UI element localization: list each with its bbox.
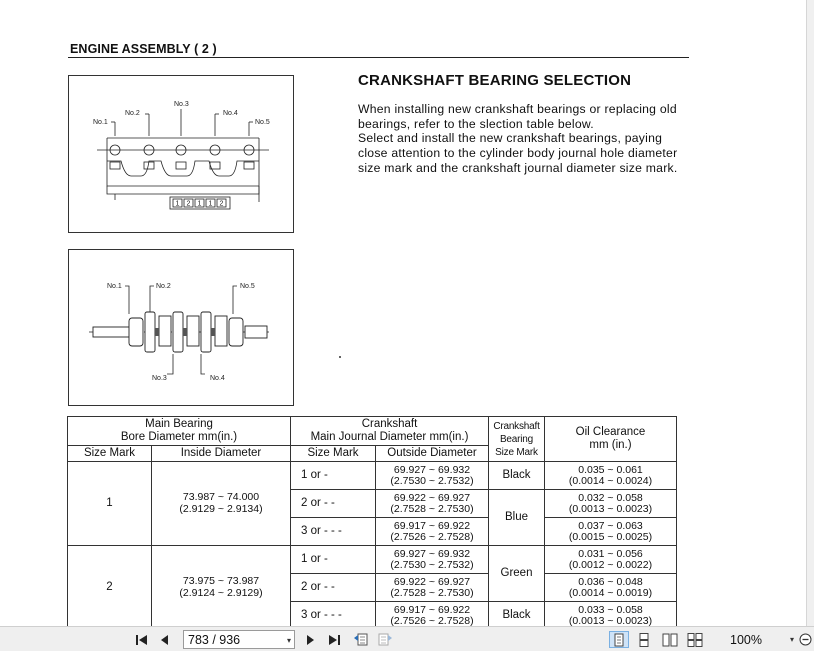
bearing-color-cell: Black (489, 462, 545, 490)
oil-clearance-cell: 0.032 ~ 0.058 (0.0013 ~ 0.0023) (545, 490, 677, 518)
table-row (68, 546, 677, 574)
page-heading: CRANKSHAFT BEARING SELECTION (358, 72, 632, 89)
header-outside-diameter: Outside Diameter (376, 446, 489, 462)
journal-mark-cell: 3 or - - - (291, 518, 376, 546)
prev-page-icon[interactable] (158, 631, 172, 648)
zoom-out-icon[interactable] (797, 631, 813, 648)
journal-od-cell: 69.922 ~ 69.927 (2.7528 ~ 2.7530) (376, 574, 489, 602)
journal-mark-cell: 2 or - - (291, 490, 376, 518)
bore-mark-cell: 2 (68, 546, 152, 627)
oil-clearance-cell: 0.035 ~ 0.061 (0.0014 ~ 0.0024) (545, 462, 677, 490)
bearing-selection-table (67, 416, 677, 626)
single-page-icon[interactable] (609, 631, 629, 648)
journal-od-cell: 69.922 ~ 69.927 (2.7528 ~ 2.7530) (376, 490, 489, 518)
fig2-label-no5: No.5 (240, 283, 255, 290)
fig1-mark-2: 2 (186, 200, 191, 208)
fig1-mark-4: 1 (208, 200, 213, 208)
fig1-label-no1: No.1 (93, 119, 108, 126)
fig1-mark-3: 1 (197, 200, 202, 208)
journal-od-cell: 69.927 ~ 69.932 (2.7530 ~ 2.7532) (376, 462, 489, 490)
journal-mark-cell: 1 or - (291, 462, 376, 490)
oil-clearance-cell: 0.031 ~ 0.056 (0.0012 ~ 0.0022) (545, 546, 677, 574)
oil-clearance-cell: 0.033 ~ 0.058 (0.0013 ~ 0.0023) (545, 602, 677, 627)
intro-paragraph-2: Select and install the new crankshaft bearings, paying close attention to the cylinder body journal hole diameter size mark and the crankshaft journal diameter size mark. (358, 131, 678, 175)
oil-clearance-cell: 0.036 ~ 0.048 (0.0014 ~ 0.0019) (545, 574, 677, 602)
page-number-field[interactable] (183, 630, 295, 649)
bore-mark-cell: 1 (68, 462, 152, 546)
fig2-label-no3: No.3 (152, 375, 167, 382)
bearing-color-cell: Black (489, 602, 545, 627)
journal-mark-cell: 2 or - - (291, 574, 376, 602)
page-indicator: 783 / 936 (188, 632, 241, 647)
fig1-mark-1: 1 (175, 200, 180, 208)
header-bearing-size-mark: Crankshaft Bearing Size Mark (489, 417, 545, 462)
header-size-mark-2: Size Mark (291, 446, 376, 462)
table-row (68, 462, 677, 490)
continuous-facing-icon[interactable] (684, 631, 706, 648)
title-rule (68, 57, 689, 58)
journal-od-cell: 69.917 ~ 69.922 (2.7526 ~ 2.7528) (376, 518, 489, 546)
fig2-label-no2: No.2 (156, 283, 171, 290)
zoom-value: 100% (730, 632, 762, 647)
next-page-icon[interactable] (303, 631, 317, 648)
zoom-select[interactable] (722, 631, 798, 648)
bore-diameter-cell: 73.987 ~ 74.000 (2.9129 ~ 2.9134) (152, 462, 291, 546)
journal-od-cell: 69.917 ~ 69.922 (2.7526 ~ 2.7528) (376, 602, 489, 627)
fig2-label-no1: No.1 (107, 283, 122, 290)
header-oil-clearance: Oil Clearance mm (in.) (545, 417, 677, 462)
fig1-label-no3: No.3 (174, 101, 189, 108)
fig1-label-no2: No.2 (125, 110, 140, 117)
fig2-label-no4: No.4 (210, 375, 225, 382)
fig1-label-no4: No.4 (223, 110, 238, 117)
fig1-label-no5: No.5 (255, 119, 270, 126)
journal-od-cell: 69.927 ~ 69.932 (2.7530 ~ 2.7532) (376, 546, 489, 574)
oil-clearance-cell: 0.037 ~ 0.063 (0.0015 ~ 0.0025) (545, 518, 677, 546)
bore-diameter-cell: 73.975 ~ 73.987 (2.9124 ~ 2.9129) (152, 546, 291, 627)
bearing-color-cell: Green (489, 546, 545, 602)
crankshaft-figure (68, 249, 294, 406)
back-view-icon[interactable] (352, 631, 370, 648)
stray-dot (339, 356, 341, 358)
intro-paragraph (358, 102, 692, 176)
bearing-color-cell: Blue (489, 490, 545, 546)
header-main-bearing: Main Bearing Bore Diameter mm(in.) (68, 417, 291, 446)
vertical-scrollbar[interactable] (806, 0, 814, 626)
cylinder-block-figure (68, 75, 294, 233)
forward-view-icon[interactable] (376, 631, 394, 648)
header-crankshaft: Crankshaft Main Journal Diameter mm(in.) (291, 417, 489, 446)
fig1-mark-5: 2 (219, 200, 224, 208)
journal-mark-cell: 3 or - - - (291, 602, 376, 627)
viewer-toolbar (0, 626, 814, 651)
page-dropdown-icon[interactable]: ▾ (286, 636, 291, 645)
crankshaft-drawing (69, 250, 295, 407)
facing-icon[interactable] (659, 631, 681, 648)
section-title: ENGINE ASSEMBLY ( 2 ) (70, 42, 217, 56)
cylinder-block-drawing (69, 76, 295, 234)
header-inside-diameter: Inside Diameter (152, 446, 291, 462)
continuous-icon[interactable] (634, 631, 654, 648)
journal-mark-cell: 1 or - (291, 546, 376, 574)
first-page-icon[interactable] (134, 631, 150, 648)
zoom-dropdown-icon[interactable]: ▾ (789, 635, 794, 644)
last-page-icon[interactable] (326, 631, 342, 648)
header-size-mark: Size Mark (68, 446, 152, 462)
intro-paragraph-1: When installing new crankshaft bearings or replacing old bearings, refer to the slection table below. (358, 102, 677, 131)
